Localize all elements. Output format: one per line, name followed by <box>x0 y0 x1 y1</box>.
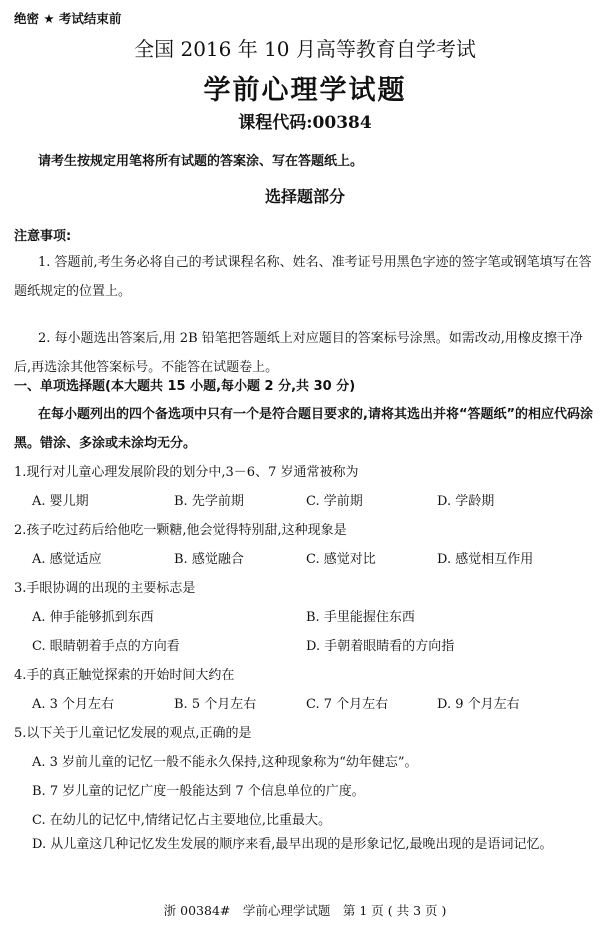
attention-label: 注意事项: <box>14 229 72 244</box>
question-option: A. 3 个月左右 <box>32 697 115 712</box>
question-option: A. 婴儿期 <box>32 494 89 509</box>
exam-title: 全国 2016 年 10 月高等教育自学考试 <box>134 37 476 61</box>
question-option: C. 学前期 <box>306 494 363 509</box>
question-option: B. 5 个月左右 <box>174 697 257 712</box>
part-heading: 选择题部分 <box>264 187 345 206</box>
question-option: A. 感觉适应 <box>32 552 102 567</box>
question-option: D. 感觉相互作用 <box>437 552 534 567</box>
question-option: D. 9 个月左右 <box>437 697 520 712</box>
question-option: A. 3 岁前儿童的记忆一般不能永久保持,这种现象称为“幼年健忘”。 <box>32 755 418 770</box>
question-option: D. 手朝着眼睛看的方向指 <box>306 639 455 654</box>
question-stem: 2.孩子吃过药后给他吃一颗糖,他会觉得特别甜,这种现象是 <box>14 523 347 538</box>
question-stem: 5.以下关于儿童记忆发展的观点,正确的是 <box>14 726 252 741</box>
question-option: C. 7 个月左右 <box>306 697 389 712</box>
question-option: C. 感觉对比 <box>306 552 376 567</box>
course-code: 课程代码:00384 <box>238 113 372 133</box>
question-stem: 1.现行对儿童心理发展阶段的划分中,3－6、7 岁通常被称为 <box>14 465 359 480</box>
question-option: B. 7 岁儿童的记忆广度一般能达到 7 个信息单位的广度。 <box>32 784 365 799</box>
question-option: D. 学龄期 <box>437 494 495 509</box>
question-option: B. 手里能握住东西 <box>306 610 415 625</box>
question-option: B. 感觉融合 <box>174 552 244 567</box>
question-stem: 3.手眼协调的出现的主要标志是 <box>14 581 196 596</box>
question-stem: 4.手的真正触觉探索的开始时间大约在 <box>14 668 235 683</box>
page-footer: 浙 00384# 学前心理学试题 第 1 页 ( 共 3 页 ) <box>163 903 447 918</box>
question-option: A. 伸手能够抓到东西 <box>32 610 154 625</box>
section-instruction: 在每小题列出的四个备选项中只有一个是符合题目要求的,请将其选出并将“答题纸”的相应代码涂黑。错涂、多涂或未涂均无分。 <box>14 407 594 451</box>
question-option: C. 在幼儿的记忆中,情绪记忆占主要地位,比重最大。 <box>32 813 332 828</box>
confidential-mark: 绝密 ★ 考试结束前 <box>14 11 122 26</box>
subject-title: 学前心理学试题 <box>203 75 407 106</box>
answer-notice: 请考生按规定用笔将所有试题的答案涂、写在答题纸上。 <box>38 154 364 169</box>
question-option: D. 从儿童这几种记忆发生发展的顺序来看,最早出现的是形象记忆,最晚出现的是语词记忆。 <box>32 837 553 852</box>
question-option: C. 眼睛朝着手点的方向看 <box>32 639 180 654</box>
section-title: 一、单项选择题(本大题共 15 小题,每小题 2 分,共 30 分) <box>14 379 356 394</box>
attention-item-1: 1. 答题前,考生务必将自己的考试课程名称、姓名、准考证号用黑色字迹的签字笔或钢笔填写在答题纸规定的位置上。 <box>14 255 592 299</box>
question-option: B. 先学前期 <box>174 494 244 509</box>
attention-item-2: 2. 每小题选出答案后,用 2B 铅笔把答题纸上对应题目的答案标号涂黑。如需改动,用橡皮擦干净后,再选涂其他答案标号。不能答在试题卷上。 <box>14 331 583 375</box>
